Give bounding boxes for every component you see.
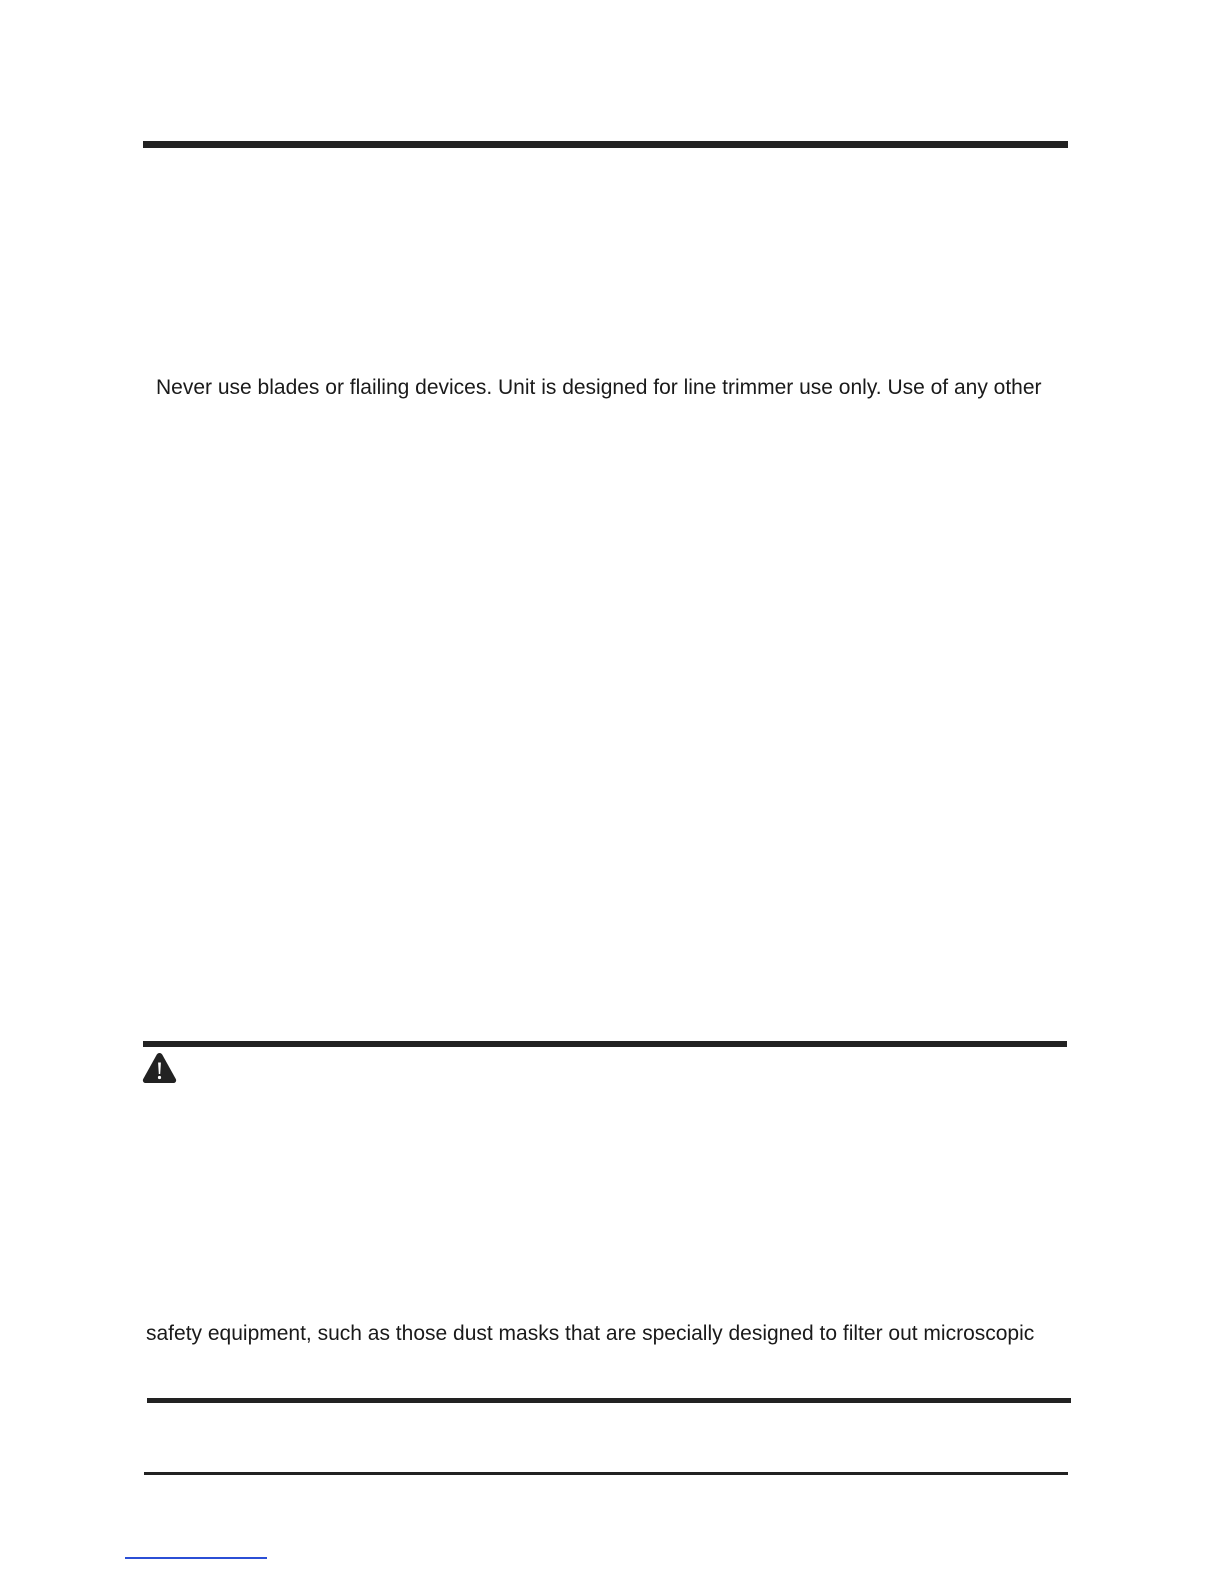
footer-link-underline[interactable] bbox=[125, 1557, 267, 1559]
top-section-rule bbox=[143, 141, 1068, 148]
blade-warning-text: Never use blades or flailing devices. Unit is designed for line trimmer use only. Use of any other bbox=[156, 376, 1042, 399]
bottom-section-rule bbox=[144, 1472, 1068, 1475]
middle-section-rule bbox=[143, 1041, 1067, 1047]
dust-mask-safety-text: safety equipment, such as those dust masks that are specially designed to filter out microscopic bbox=[146, 1322, 1035, 1345]
warning-triangle-icon bbox=[142, 1052, 177, 1084]
lower-section-rule bbox=[147, 1398, 1071, 1403]
